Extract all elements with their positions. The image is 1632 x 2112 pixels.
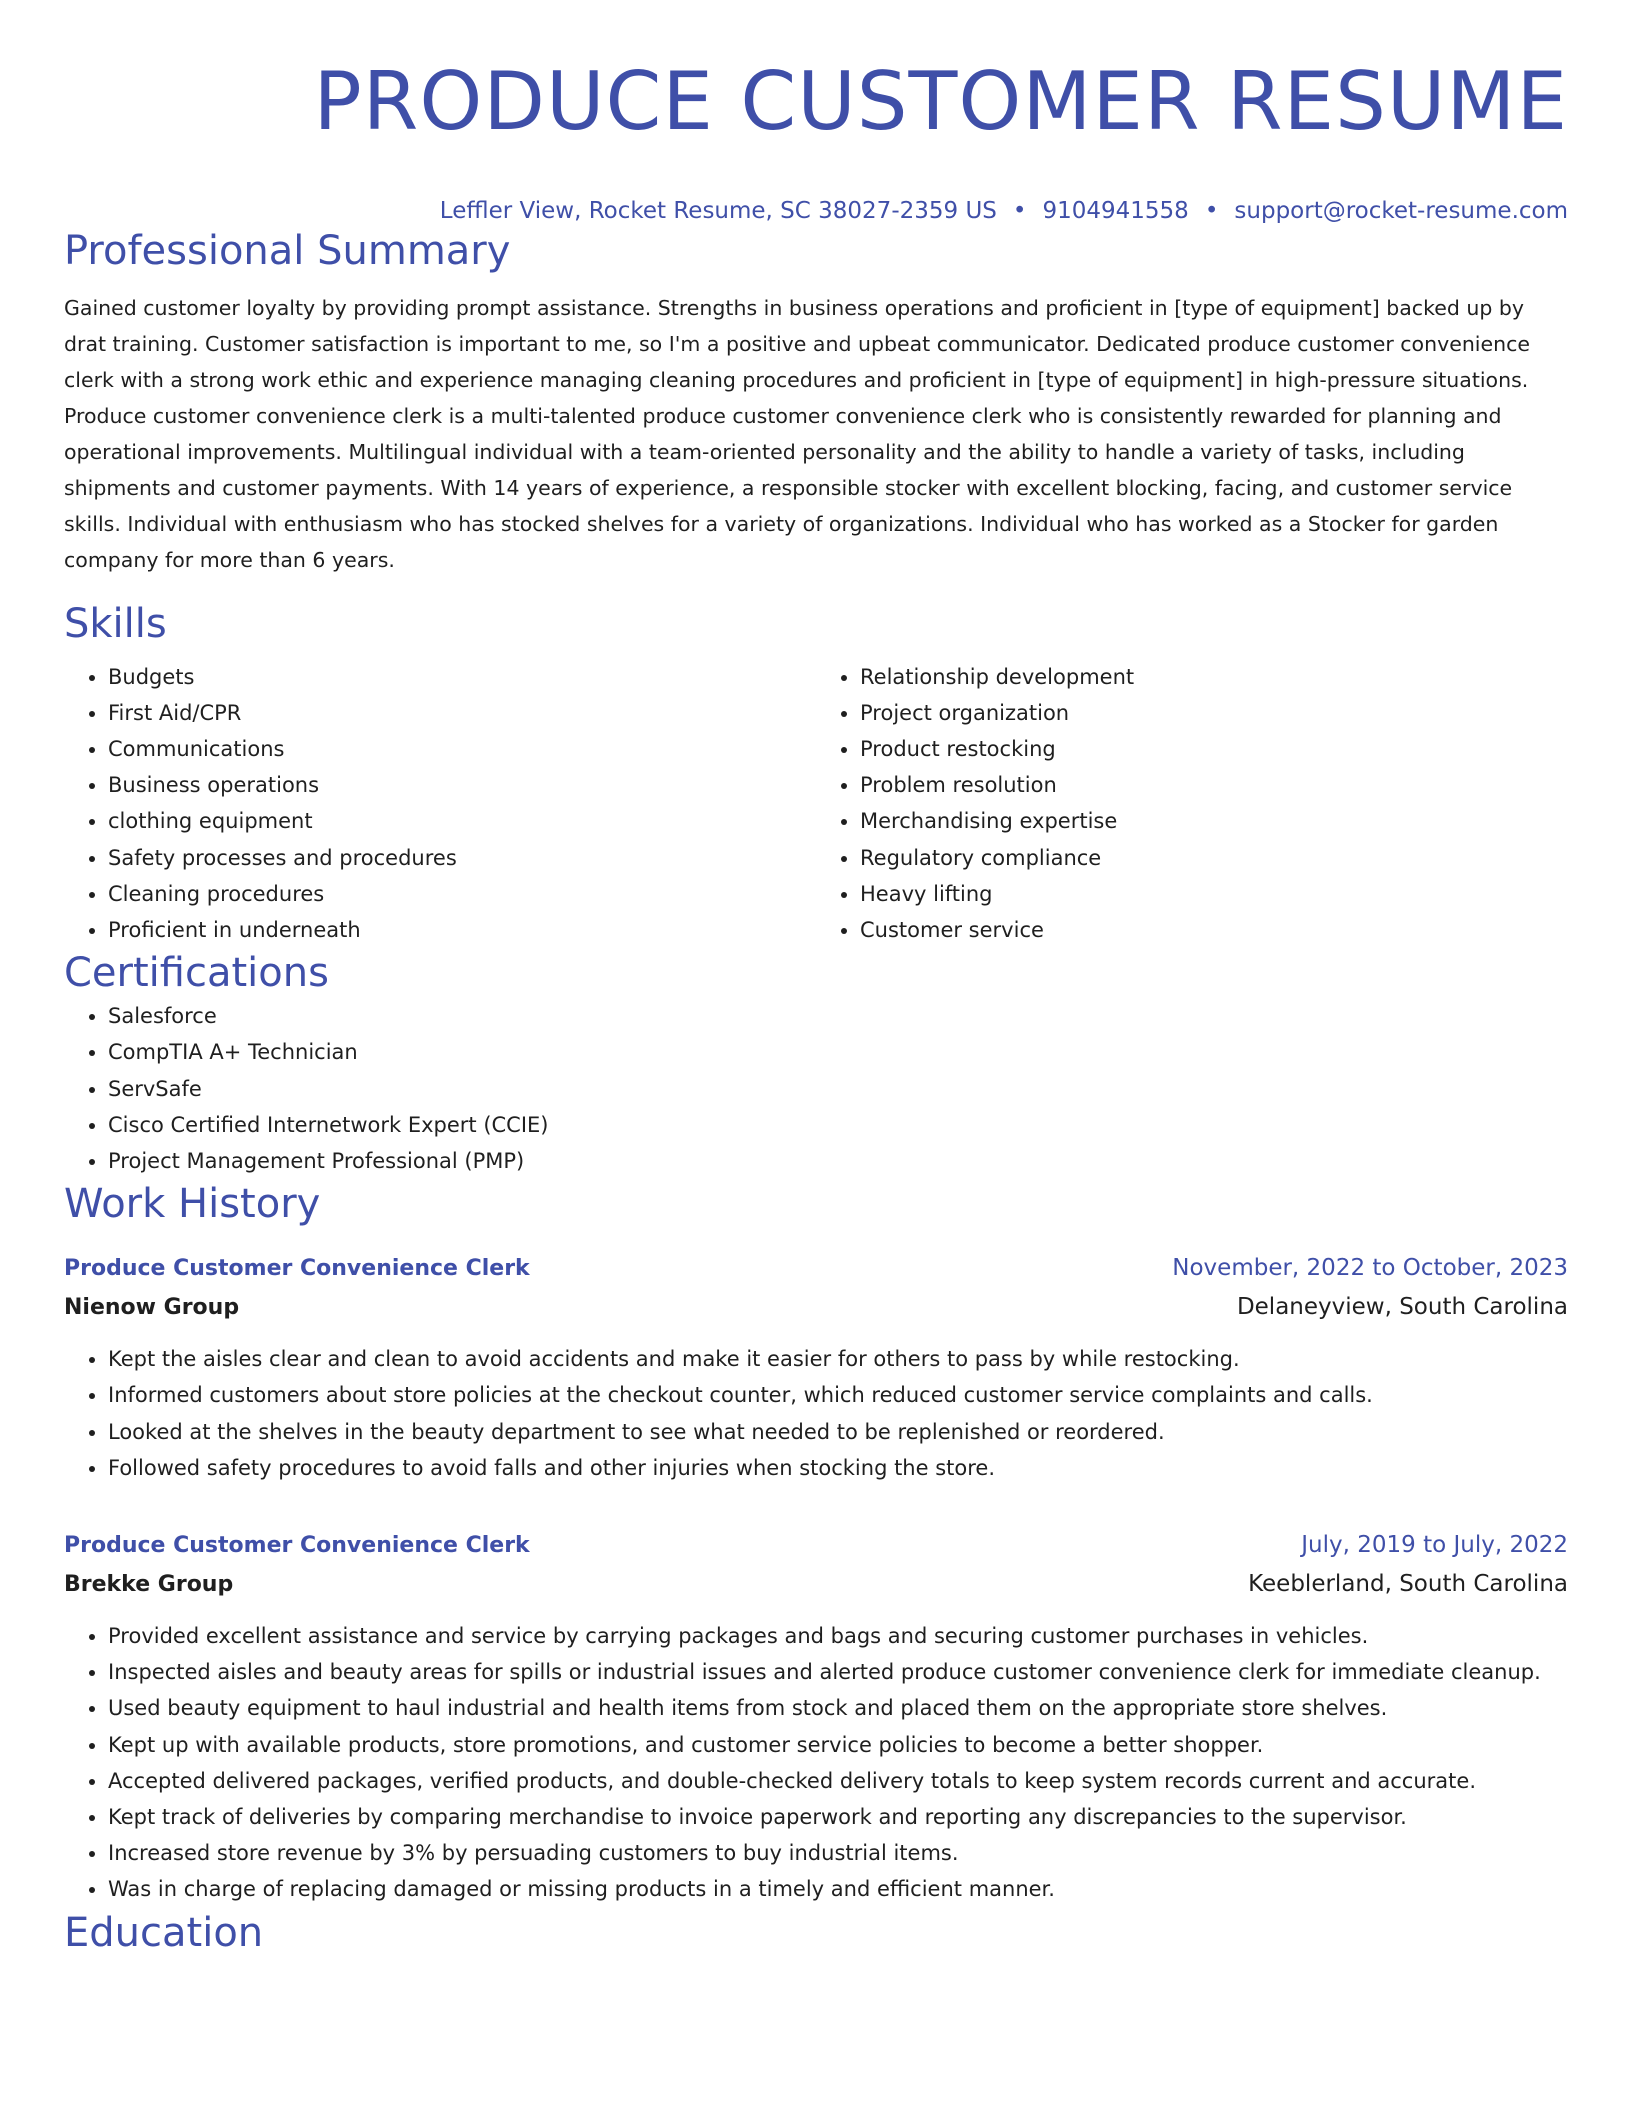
job-location: Delaneyview, South Carolina [1236,1294,1568,1321]
contact-line [64,196,1568,226]
certification-item: • CompTIA A+ Technician [108,1034,1568,1070]
job-title: Produce Customer Convenience Clerk [64,1256,530,1282]
job-duty-item: • Was in charge of replacing damaged or missing products in a timely and efficient manner. [108,1871,1568,1907]
certification-item: • ServSafe [108,1071,1568,1107]
skill-item: • Product restocking [860,731,1568,767]
contact-email[interactable]: support@rocket-resume.com [1234,198,1568,224]
job-duty-item: • Provided excellent assistance and service by carrying packages and bags and securing customer purchases in vehicles. [108,1618,1568,1654]
work-history-heading: Work History [64,1181,321,1228]
certifications-list [64,998,1568,1179]
skill-item: • clothing equipment [108,803,816,839]
skill-item: • Proficient in underneath [108,912,816,948]
certification-item: • Cisco Certified Internetwork Expert (CCIE) [108,1107,1568,1143]
skill-item: • Merchandising expertise [860,803,1568,839]
education-section [64,1908,1568,1958]
skills-section [64,599,1568,949]
skill-item: • Project organization [860,695,1568,731]
skill-item: • Heavy lifting [860,876,1568,912]
job-entry [64,1526,1568,1908]
education-heading: Education [64,1909,264,1956]
job-dates: November, 2022 to October, 2023 [1172,1255,1568,1282]
job-dates: July, 2019 to July, 2022 [1301,1531,1568,1558]
job-duty-item: • Inspected aisles and beauty areas for spills or industrial issues and alerted produce customer convenience clerk for immediate cleanup. [108,1654,1568,1690]
resume-page [64,0,1568,1958]
job-duty-item: • Used beauty equipment to haul industrial and health items from stock and placed them on the appropriate store shelves. [108,1690,1568,1726]
job-company: Nienow Group [64,1295,240,1321]
certifications-section [64,948,1568,1179]
summary-text: Gained customer loyalty by providing prompt assistance. Strengths in business operations and proficient in [type of equipment] backed up by drat training. Customer satisfaction is important to me, so I'm a positive and upbeat communicator. Dedicated produce customer convenience clerk with a strong work ethic and experience managing cleaning procedures and proficient in [type of equipment] in high-pressure situations. Produce customer convenience clerk is a multi-talented produce customer convenience clerk who is consistently rewarded for planning and operational improvements. Multilingual individual with a team-oriented personality and the ability to handle a variety of tasks, including shipments and customer payments. With 14 years of experience, a responsible stocker with excellent blocking, facing, and customer service skills. Individual with enthusiasm who has stocked shelves for a variety of organizations. Individual who has worked as a Stocker for garden company for more than 6 years. [64,296,1530,572]
summary-section [64,226,1568,578]
skill-item: • Regulatory compliance [860,840,1568,876]
job-title: Produce Customer Convenience Clerk [64,1532,530,1558]
contact-separator: • [1204,198,1219,224]
certification-item: • Project Management Professional (PMP) [108,1143,1568,1179]
job-location: Keeblerland, South Carolina [1248,1570,1568,1597]
job-duty-item: • Kept up with available products, store promotions, and customer service policies to become a better shopper. [108,1727,1568,1763]
job-duties-list [64,1618,1568,1908]
job-duty-item: • Kept track of deliveries by comparing merchandise to invoice paperwork and reporting any discrepancies to the supervisor. [108,1799,1568,1835]
skill-item: • Communications [108,731,816,767]
job-entry [64,1249,1568,1486]
skills-heading: Skills [64,600,167,647]
job-duty-item: • Kept the aisles clear and clean to avoid accidents and make it easier for others to pass by while restocking. [108,1341,1568,1377]
skill-item: • First Aid/CPR [108,695,816,731]
job-company-row [64,1565,1568,1604]
job-duty-item: • Accepted delivered packages, verified products, and double-checked delivery totals to keep system records current and accurate. [108,1763,1568,1799]
resume-header [64,0,1568,226]
certifications-heading: Certifications [64,950,329,997]
contact-separator: • [1012,198,1027,224]
skills-list-left [64,659,816,949]
job-duties-list [64,1341,1568,1486]
job-duty-item: • Informed customers about store policies at the checkout counter, which reduced customer service complaints and calls. [108,1377,1568,1413]
resume-name: PRODUCE CUSTOMER RESUME [313,55,1568,148]
job-title-row [64,1526,1568,1565]
skill-item: • Relationship development [860,659,1568,695]
job-duty-item: • Followed safety procedures to avoid falls and other injuries when stocking the store. [108,1450,1568,1486]
certification-item: • Salesforce [108,998,1568,1034]
job-duty-item: • Looked at the shelves in the beauty department to see what needed to be replenished or reordered. [108,1414,1568,1450]
job-company: Brekke Group [64,1571,234,1597]
job-company-row [64,1288,1568,1327]
skills-columns [64,659,1568,949]
skill-item: • Customer service [860,912,1568,948]
skill-item: • Safety processes and procedures [108,840,816,876]
summary-heading: Professional Summary [64,228,511,274]
contact-phone[interactable]: 9104941558 [1042,198,1189,224]
skill-item: • Business operations [108,767,816,803]
skill-item: • Cleaning procedures [108,876,816,912]
work-history-section [64,1179,1568,1907]
job-title-row [64,1249,1568,1288]
job-duty-item: • Increased store revenue by 3% by persuading customers to buy industrial items. [108,1835,1568,1871]
skill-item: • Budgets [108,659,816,695]
contact-address: Leffler View, Rocket Resume, SC 38027-2359 US [439,198,997,224]
skill-item: • Problem resolution [860,767,1568,803]
skills-list-right [816,659,1568,949]
